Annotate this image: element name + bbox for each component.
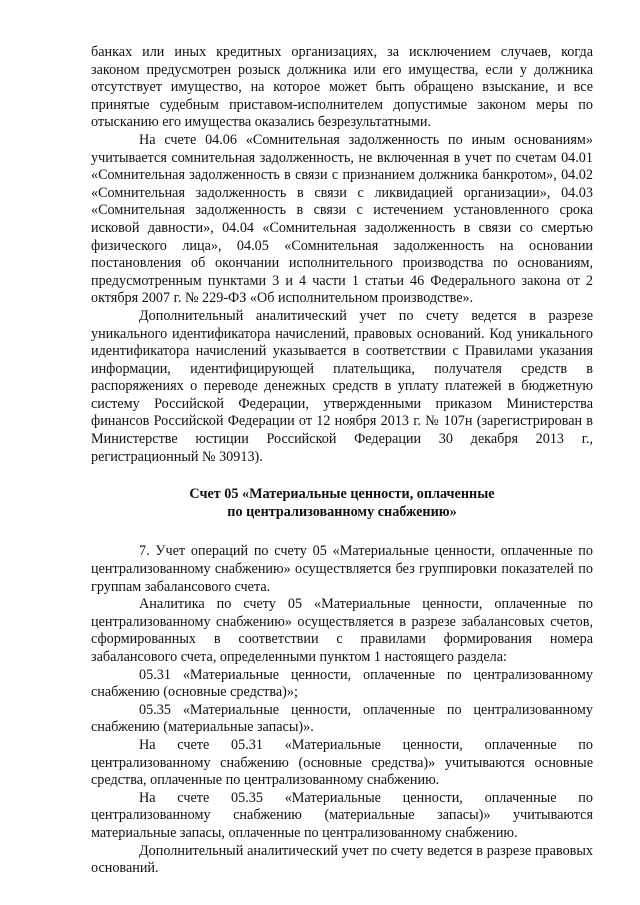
paragraph-account-05-35-description: На счете 05.35 «Материальные ценности, оплаченные по централизованному снабжению (материальные запасы)» учитываются материальные запасы, оплаченные по централизованному снабжению. — [91, 789, 593, 841]
paragraph-bank-organizations: банках или иных кредитных организациях, за исключением случаев, когда законом предусмотрен розыск должника или его имущества, если у должника отсутствует имущество, на которое может быть обращено взыскание, и все принятые судебным приставом-исполнителем допустимые законом меры по отысканию его имущества оказались безрезультатными. — [91, 44, 593, 131]
section-heading-line-1: Счет 05 «Материальные ценности, оплаченные — [189, 486, 495, 503]
paragraph-item-7: 7. Учет операций по счету 05 «Материальные ценности, оплаченные по централизованному снабжению» осуществляется без группировки показателей по группам забалансового счета. — [91, 543, 593, 595]
paragraph-account-05-31-list: 05.31 «Материальные ценности, оплаченные по централизованному снабжению (основные средства)»; — [91, 666, 593, 701]
section-heading-line-2: по централизованному снабжению» — [227, 503, 457, 520]
paragraph-account-05-35-list: 05.35 «Материальные ценности, оплаченные по централизованному снабжению (материальные запасы)». — [91, 701, 593, 736]
paragraph-account-04-06: На счете 04.06 «Сомнительная задолженность по иным основаниям» учитывается сомнительная задолженность, не включенная в учет по счетам 04.01 «Сомнительная задолженность в связи с признанием должника банкротом», 04.02 «Сомнительная задолженность в связи с ликвидацией организации», 04.03 «Сомнительная задолженность в связи с истечением установленного срока исковой давности», 04.04 «Сомнительная задолженность в связи со смертью физического лица», 04.05 «Сомнительная задолженность на основании постановления об окончании исполнительного производства по основаниям, предусмотренным пунктами 3 и 4 части 1 статьи 46 Федерального закона от 2 октября 2007 г. № 229-ФЗ «Об исполнительном производстве». — [91, 131, 593, 307]
section-heading-account-05 — [91, 486, 593, 521]
document-body — [91, 44, 593, 878]
paragraph-analytics-05: Аналитика по счету 05 «Материальные ценности, оплаченные по централизованному снабжению» осуществляется в разрезе забалансовых счетов, сформированных в соответствии с правилами формирования номера забалансового счета, определенными пунктом 1 настоящего раздела: — [91, 596, 593, 665]
paragraph-account-05-31-description: На счете 05.31 «Материальные ценности, оплаченные по централизованному снабжению (основные средства)» учитываются основные средства, оплаченные по централизованному снабжению. — [91, 736, 593, 789]
paragraph-additional-analytics-04: Дополнительный аналитический учет по счету ведется в разрезе уникального идентификатора начислений, правовых оснований. Код уникального идентификатора начислений указывается в соответствии с Правилами указания информации, идентифицирующей плательщика, получателя средств в распоряжениях о переводе денежных средств в уплату платежей в бюджетную систему Российской Федерации, утвержденными приказом Министерства финансов Российской Федерации от 12 ноября 2013 г. № 107н (зарегистрирован в Министерстве юстиции Российской Федерации 30 декабря 2013 г., регистрационный № 30913). — [91, 307, 593, 465]
paragraph-additional-analytics-05: Дополнительный аналитический учет по счету ведется в разрезе правовых оснований. — [91, 842, 593, 877]
